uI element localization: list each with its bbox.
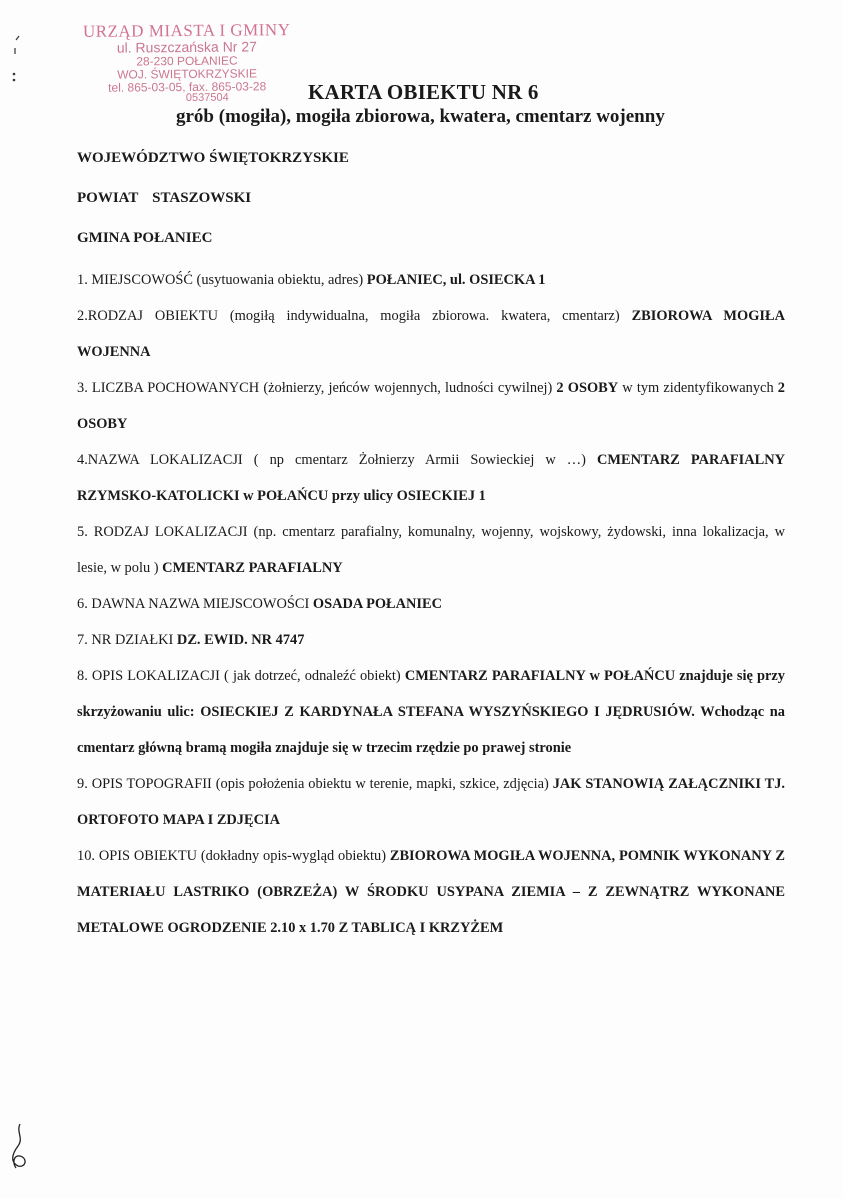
item-location <box>77 262 785 298</box>
item-label: 4.NAZWA LOKALIZACJI ( np cmentarz Żołnierzy Armii Sowieckiej w …) <box>77 452 598 468</box>
voivodeship-value: WOJEWÓDZTWO ŚWIĘTOKRZYSKIE <box>77 150 349 166</box>
signature-mark-icon <box>6 1122 36 1172</box>
item-value: JAK STANOWIĄ ZAŁĄCZNIKI TJ. ORTOFOTO MAPA I ZDJĘCIA <box>77 776 785 828</box>
item-location-type <box>77 514 785 586</box>
item-plot-number <box>77 622 785 658</box>
county-line <box>77 188 785 208</box>
margin-mark-icon <box>10 34 24 94</box>
item-value: POŁANIEC, ul. OSIECKA 1 <box>366 272 546 288</box>
stamp-line-number: 0537504 <box>185 91 229 105</box>
item-value: ZBIOROWA MOGIŁA WOJENNA <box>77 308 785 360</box>
item-label: 1. MIEJSCOWOŚĆ (usytuowania obiektu, adres) <box>77 272 367 288</box>
item-value: CMENTARZ PARAFIALNY RZYMSKO-KATOLICKI w POŁAŃCU przy ulicy OSIECKIEJ 1 <box>77 452 785 504</box>
item-label: 10. OPIS OBIEKTU (dokładny opis-wygląd obiektu) <box>77 848 390 864</box>
voivodeship-line <box>77 148 785 168</box>
commune-line <box>77 228 785 248</box>
item-label-identified: w tym zidentyfikowanych <box>618 380 778 396</box>
item-value: OSADA POŁANIEC <box>312 596 443 612</box>
stamp-line-street: ul. Ruszczańska Nr 27 <box>116 38 257 56</box>
office-stamp <box>72 21 303 105</box>
item-label: 7. NR DZIAŁKI <box>77 632 177 648</box>
item-label: 5. RODZAJ LOKALIZACJI (np. cmentarz parafialny, komunalny, wojenny, wojskowy, żydowski, inna lokalizacja, w lesie, w polu ) <box>77 524 785 576</box>
document-body <box>77 148 785 946</box>
page-title: KARTA OBIEKTU NR 6 <box>308 80 539 104</box>
stamp-line-phone: tel. 865-03-05, fax. 865-03-28 <box>108 79 267 95</box>
commune-label: GMINA <box>77 230 130 246</box>
item-former-name <box>77 586 785 622</box>
item-value: CMENTARZ PARAFIALNY <box>162 560 343 576</box>
item-buried-count <box>77 370 785 442</box>
item-label: 2.RODZAJ OBIEKTU (mogiłą indywidualna, mogiła zbiorowa. kwatera, cmentarz) <box>77 308 632 324</box>
item-object-type <box>77 298 785 370</box>
stamp-line-postcode: 28-230 POŁANIEC <box>136 53 238 69</box>
item-label: 8. OPIS LOKALIZACJI ( jak dotrzeć, odnaleźć obiekt) <box>77 668 405 684</box>
item-value: CMENTARZ PARAFIALNY w POŁAŃCU znajduje się przy skrzyżowaniu ulic: OSIECKIEJ Z KARDYNAŁA STEFANA WYSZYŃSKIEGO I JĘDRUSIÓW. Wchodząc na cmentarz główną bramą mogiła znajduje się w trzecim rzędzie po prawej stronie <box>77 668 785 756</box>
page-subtitle: grób (mogiła), mogiła zbiorowa, kwatera, cmentarz wojenny <box>176 106 665 127</box>
stamp-line-office: URZĄD MIASTA I GMINY <box>82 20 291 41</box>
item-value-identified: 2 OSOBY <box>77 380 785 432</box>
item-value: ZBIOROWA MOGIŁA WOJENNA, POMNIK WYKONANY Z MATERIAŁU LASTRIKO (OBRZEŻA) W ŚRODKU USYPANA ZIEMIA – Z ZEWNĄTRZ WYKONANE METALOWE OGRODZENIE 2.10 x 1.70 Z TABLICĄ I KRZYŻEM <box>77 848 785 936</box>
item-location-description <box>77 658 785 766</box>
county-label: POWIAT <box>77 190 139 206</box>
item-value: DZ. EWID. NR 4747 <box>176 632 305 648</box>
item-label: 9. OPIS TOPOGRAFII (opis położenia obiektu w terenie, mapki, szkice, zdjęcia) <box>77 776 553 792</box>
item-label: 3. LICZBA POCHOWANYCH (żołnierzy, jeńców wojennych, ludności cywilnej) <box>77 380 557 396</box>
stamp-line-voivodeship: WOJ. ŚWIĘTOKRZYSKIE <box>117 66 258 82</box>
county-value: STASZOWSKI <box>152 190 252 206</box>
item-object-description <box>77 838 785 946</box>
item-label: 6. DAWNA NAZWA MIEJSCOWOŚCI <box>77 596 313 612</box>
item-location-name <box>77 442 785 514</box>
item-value: 2 OSOBY <box>556 380 619 396</box>
commune-value: POŁANIEC <box>133 230 213 246</box>
item-topography <box>77 766 785 838</box>
